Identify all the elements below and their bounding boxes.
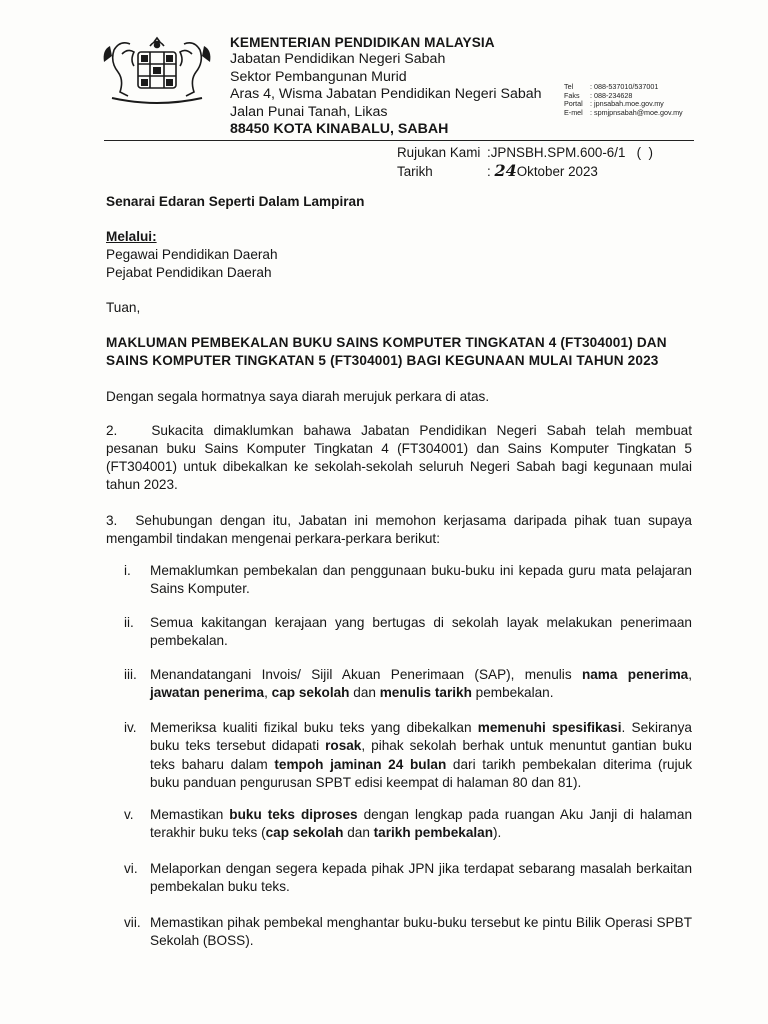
paragraph-number: 3.	[106, 513, 118, 528]
item-text: Memeriksa kualiti fizikal buku teks yang dibekalkan memenuhi spesifikasi. Sekiranya buku teks tersebut didapati rosak, pihak sekolah berhak untuk menuntut gantian buku teks baharu dalam tempoh jaminan 24 bulan dari tarikh pembekalan diterima (rujuk buku panduan pengurusan SPBT edisi keempat di halaman 80 dan 81).	[150, 720, 692, 790]
contact-key: Portal	[564, 99, 583, 109]
contact-key: Tel	[564, 82, 574, 91]
via-block	[106, 228, 692, 282]
item-text: Memastikan buku teks diproses dengan lengkap pada ruangan Aku Janji di halaman terakhir buku teks (cap sekolah dan tarikh pembekalan).	[150, 807, 693, 841]
item-text: Melaporkan dengan segera kepada pihak JPN jika terdapat sebarang masalah berkaitan pembekalan buku teks.	[150, 861, 692, 895]
header-divider	[104, 140, 694, 141]
opening-line: Dengan segala hormatnya saya diarah merujuk perkara di atas.	[106, 389, 490, 404]
date-month-year: Oktober 2023	[516, 164, 598, 179]
item-number: iii.	[124, 667, 137, 682]
via-line-2: Pejabat Pendidikan Daerah	[106, 265, 272, 280]
paragraph-3	[106, 512, 692, 548]
contact-value: : jpnsabah.moe.gov.my	[590, 99, 664, 109]
paragraph-text: Sehubungan dengan itu, Jabatan ini memohon kerjasama daripada pihak tuan supaya mengambil tindakan mengenai perkara-perkara berikut:	[106, 513, 692, 546]
sector-name: Sektor Pembangunan Murid	[230, 68, 407, 85]
contact-key: Faks	[564, 90, 580, 100]
address-line-1: Aras 4, Wisma Jabatan Pendidikan Negeri Sabah	[230, 86, 542, 103]
ministry-name: KEMENTERIAN PENDIDIKAN MALAYSIA	[230, 35, 495, 50]
department-name: Jabatan Pendidikan Negeri Sabah	[230, 51, 446, 68]
date-colon: :	[487, 164, 495, 179]
item-text: Menandatangani Invois/ Sijil Akuan Penerimaan (SAP), menulis nama penerima, jawatan penerima, cap sekolah dan menulis tarikh pembekalan.	[150, 667, 692, 701]
item-text: Memaklumkan pembekalan dan penggunaan buku-buku ini kepada guru mata pelajaran Sains Komputer.	[150, 563, 692, 597]
list-item	[124, 562, 692, 599]
via-line-1: Pegawai Pendidikan Daerah	[106, 247, 278, 262]
item-text: Semua kakitangan kerajaan yang bertugas di sekolah layak melakukan penerimaan pembekalan.	[150, 615, 692, 649]
list-item	[124, 666, 692, 703]
list-item	[124, 860, 692, 897]
item-number: ii.	[124, 615, 134, 630]
subject-line-1: MAKLUMAN PEMBEKALAN BUKU SAINS KOMPUTER TINGKATAN 4 (FT304001) DAN	[106, 335, 667, 350]
list-item	[124, 719, 692, 792]
reference-block	[397, 144, 653, 181]
letterhead	[230, 34, 542, 138]
contact-value: : 088-234628	[590, 90, 633, 100]
item-number: vii.	[124, 915, 141, 930]
contact-block	[564, 83, 683, 118]
address-city: 88450 KOTA KINABALU, SABAH	[230, 121, 449, 138]
subject	[106, 334, 692, 370]
coat-of-arms-logo	[100, 36, 214, 108]
item-number: iv.	[124, 720, 137, 735]
item-number: vi.	[124, 861, 138, 876]
date-label: Tarikh	[397, 164, 433, 179]
reference-label: Rujukan Kami	[397, 145, 481, 160]
item-number: v.	[124, 807, 134, 822]
date-day-handwritten: 24	[494, 161, 517, 180]
subject-line-2: SAINS KOMPUTER TINGKATAN 5 (FT304001) BAGI KEGUNAAN MULAI TAHUN 2023	[106, 353, 659, 368]
reference-value: :JPNSBH.SPM.600-6/1 ( )	[487, 145, 653, 160]
salutation: Tuan,	[106, 300, 141, 315]
item-text: Memastikan pihak pembekal menghantar buku-buku tersebut ke pintu Bilik Operasi SPBT Sekolah (BOSS).	[150, 915, 692, 949]
via-label: Melalui:	[106, 229, 157, 244]
paragraph-text: Sukacita dimaklumkan bahawa Jabatan Pendidikan Negeri Sabah telah membuat pesanan buku Sains Komputer Tingkatan 4 (FT304001) dan Sains Komputer Tingkatan 5 (FT304001) untuk dibekalkan ke sekolah-sekolah seluruh Negeri Sabah bagi kegunaan mulai tahun 2023.	[106, 423, 692, 492]
list-item	[124, 806, 692, 843]
circular-list-note: Senarai Edaran Seperti Dalam Lampiran	[106, 194, 365, 209]
list-item	[124, 914, 692, 951]
paragraph-2	[106, 422, 692, 494]
contact-key: E-mel	[564, 108, 583, 118]
paragraph-number: 2.	[106, 423, 118, 438]
list-item	[124, 614, 692, 651]
contact-value: : 088-537010/537001	[590, 82, 659, 91]
address-line-2: Jalan Punai Tanah, Likas	[230, 103, 388, 120]
contact-value: : spmjpnsabah@moe.gov.my	[590, 108, 683, 118]
item-number: i.	[124, 563, 131, 578]
